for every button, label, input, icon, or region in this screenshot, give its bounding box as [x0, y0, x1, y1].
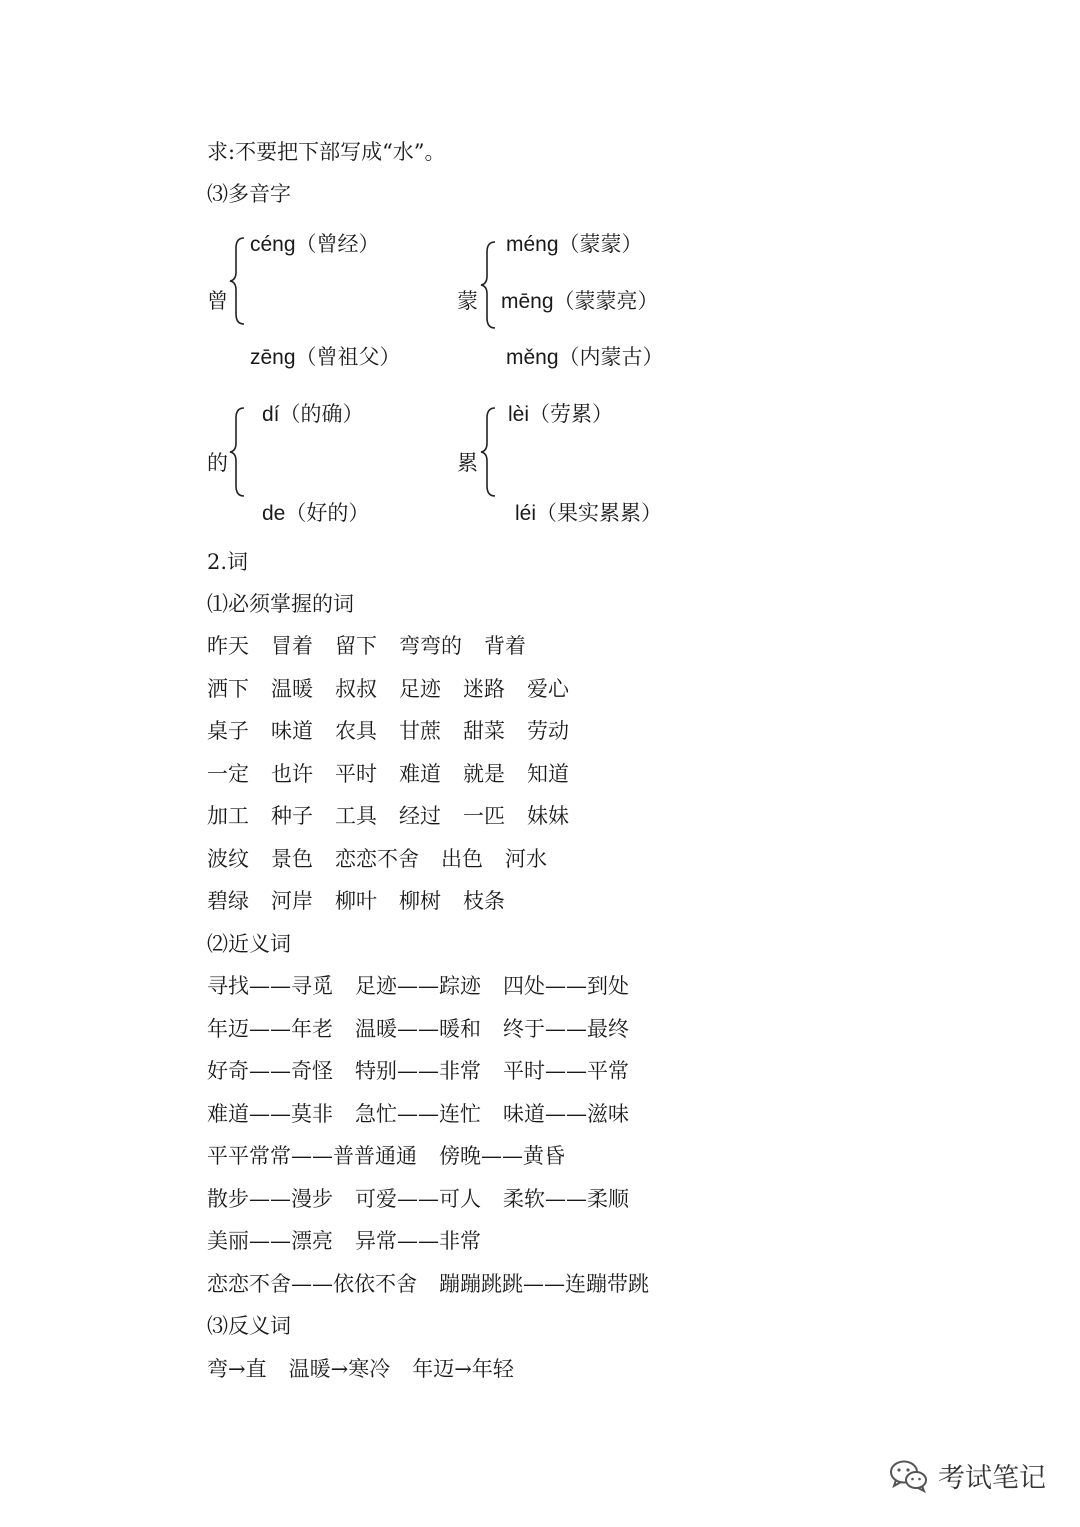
word: 洒下 [207, 677, 249, 701]
synonym-pair: 平平常常——普普通通 [207, 1144, 417, 1168]
word: 温暖 [271, 677, 313, 701]
word: 冒着 [271, 634, 313, 658]
antonym-row [207, 1355, 536, 1383]
word-row [207, 675, 591, 703]
synonym-pair: 异常——非常 [355, 1229, 481, 1253]
word: 桌子 [207, 719, 249, 743]
word: 足迹 [399, 677, 441, 701]
brace-icon [479, 240, 499, 330]
synonym-pair: 特别——非常 [355, 1059, 481, 1083]
synonym-pair: 可爱——可人 [355, 1187, 481, 1211]
antonym-heading: ⑶反义词 [207, 1314, 291, 1338]
polyphone-bottom: měng（内蒙古） [506, 345, 664, 369]
word: 昨天 [207, 634, 249, 658]
word-row [207, 802, 591, 830]
polyphone-top: céng（曾经） [250, 232, 380, 256]
synonym-pair: 美丽——漂亮 [207, 1229, 333, 1253]
synonym-row [207, 1015, 651, 1043]
word: 柳树 [399, 889, 441, 913]
synonym-pair: 柔软——柔顺 [503, 1187, 629, 1211]
brace-icon [228, 406, 248, 498]
intro-line: 求:不要把下部写成“水”。 [207, 140, 446, 164]
synonym-row [207, 1057, 651, 1085]
synonym-pair: 蹦蹦跳跳——连蹦带跳 [439, 1272, 649, 1296]
word: 河岸 [271, 889, 313, 913]
synonym-pair: 急忙——连忙 [355, 1102, 481, 1126]
polyphone-char: 的 [207, 451, 228, 475]
synonym-pair: 平时——平常 [503, 1059, 629, 1083]
word: 叔叔 [335, 677, 377, 701]
synonym-pair: 寻找——寻觅 [207, 974, 333, 998]
word-row [207, 845, 569, 873]
word: 平时 [335, 762, 377, 786]
synonym-pair: 终于——最终 [503, 1017, 629, 1041]
word-row [207, 632, 548, 660]
word: 爱心 [527, 677, 569, 701]
word: 背着 [484, 634, 526, 658]
synonym-pair: 傍晚——黄昏 [439, 1144, 565, 1168]
polyphone-char: 蒙 [457, 289, 478, 313]
synonym-pair: 四处——到处 [503, 974, 629, 998]
brace-icon [479, 406, 499, 498]
polyphone-char: 曾 [207, 289, 228, 313]
word: 种子 [271, 804, 313, 828]
synonym-row [207, 1142, 587, 1170]
word: 劳动 [527, 719, 569, 743]
word: 一匹 [463, 804, 505, 828]
polyphone-mid: mēng（蒙蒙亮） [501, 289, 659, 313]
word-row [207, 760, 591, 788]
watermark [888, 1456, 1046, 1495]
word: 妹妹 [527, 804, 569, 828]
word: 加工 [207, 804, 249, 828]
word: 经过 [399, 804, 441, 828]
synonym-pair: 散步——漫步 [207, 1187, 333, 1211]
word: 工具 [335, 804, 377, 828]
polyphone-char: 累 [457, 451, 478, 475]
synonym-row [207, 1100, 651, 1128]
word: 出色 [441, 847, 483, 871]
word: 迷路 [463, 677, 505, 701]
polyphone-top: lèi（劳累） [508, 402, 614, 426]
polyphone-top: dí（的确） [262, 402, 364, 426]
antonym-pair: 温暖→寒冷 [288, 1357, 391, 1381]
word: 一定 [207, 762, 249, 786]
synonym-heading: ⑵近义词 [207, 932, 291, 956]
watermark-text: 考试笔记 [938, 1463, 1046, 1494]
word: 恋恋不舍 [335, 847, 419, 871]
word: 难道 [399, 762, 441, 786]
polyphone-heading: ⑶多音字 [207, 182, 291, 206]
antonym-pair: 弯→直 [207, 1357, 267, 1381]
synonym-row [207, 1227, 503, 1255]
word: 甘蔗 [399, 719, 441, 743]
synonym-pair: 年迈——年老 [207, 1017, 333, 1041]
word: 景色 [271, 847, 313, 871]
word: 味道 [271, 719, 313, 743]
word: 留下 [335, 634, 377, 658]
word: 波纹 [207, 847, 249, 871]
polyphone-bottom: zēng（曾祖父） [250, 345, 401, 369]
words-heading: 2.词 [207, 550, 249, 574]
synonym-pair: 味道——滋味 [503, 1102, 629, 1126]
synonym-pair: 难道——莫非 [207, 1102, 333, 1126]
synonym-pair: 足迹——踪迹 [355, 974, 481, 998]
word: 农具 [335, 719, 377, 743]
wechat-icon [888, 1458, 930, 1494]
polyphone-bottom: léi（果实累累） [515, 501, 663, 525]
synonym-pair: 好奇——奇怪 [207, 1059, 333, 1083]
brace-icon [228, 236, 248, 326]
word: 枝条 [463, 889, 505, 913]
word: 甜菜 [463, 719, 505, 743]
polyphone-bottom: de（好的） [262, 501, 370, 525]
synonym-row [207, 972, 651, 1000]
synonym-row [207, 1270, 671, 1298]
synonym-pair: 温暖——暖和 [355, 1017, 481, 1041]
word: 也许 [271, 762, 313, 786]
word: 河水 [505, 847, 547, 871]
polyphone-top: méng（蒙蒙） [506, 232, 643, 256]
word: 柳叶 [335, 889, 377, 913]
word: 碧绿 [207, 889, 249, 913]
synonym-row [207, 1185, 651, 1213]
word-row [207, 887, 527, 915]
word: 知道 [527, 762, 569, 786]
must-heading: ⑴必须掌握的词 [207, 592, 354, 616]
synonym-pair: 恋恋不舍——依依不舍 [207, 1272, 417, 1296]
word: 弯弯的 [399, 634, 462, 658]
antonym-pair: 年迈→年轻 [412, 1357, 514, 1381]
word: 就是 [463, 762, 505, 786]
word-row [207, 717, 591, 745]
